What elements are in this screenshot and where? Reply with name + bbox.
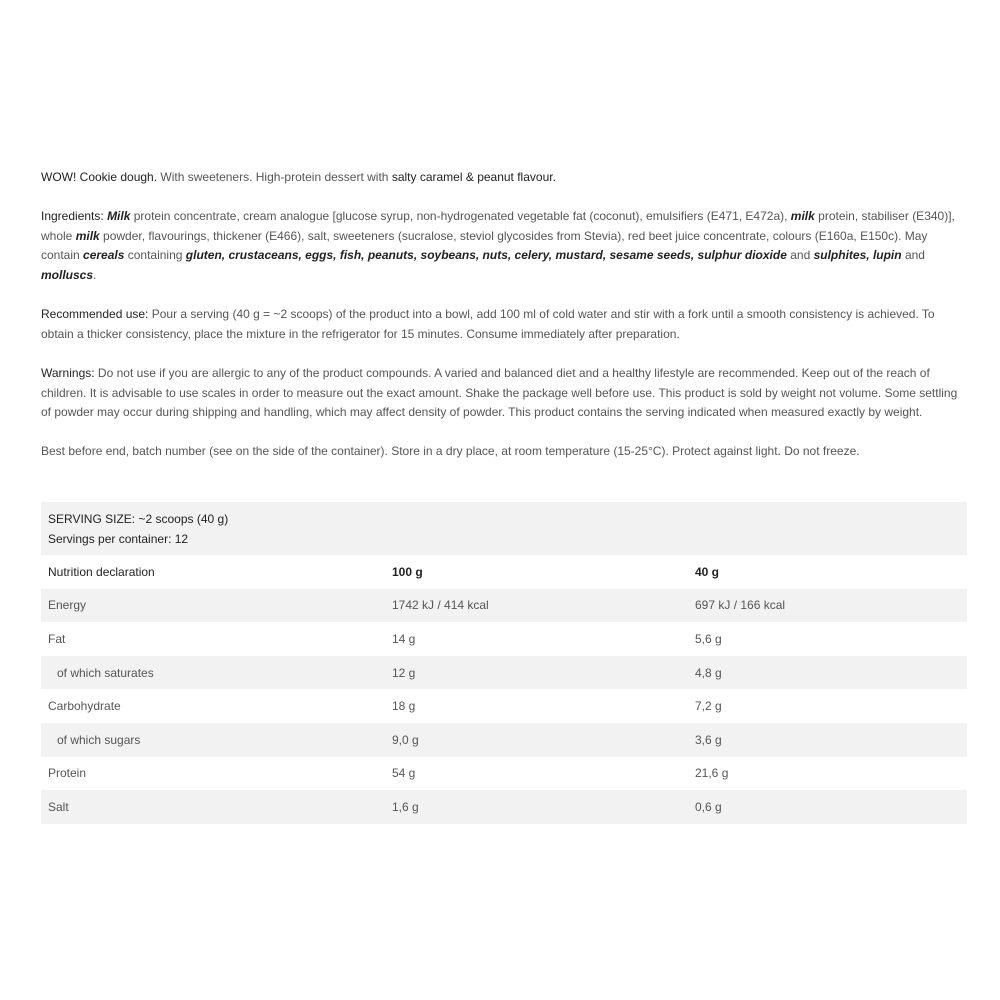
ingredient-text: protein, stabiliser (E340)], whole — [41, 209, 955, 243]
ingredient-text: protein concentrate, cream analogue [glucose syrup, non-hydrogenated vegetable fat (coconut), emulsifiers (E471, E472a), — [130, 209, 791, 224]
nutrition-header-serving: 40 g — [695, 564, 720, 579]
nutrient-name: Fat — [48, 631, 66, 646]
nutrient-per-serving: 697 kJ / 166 kcal — [688, 589, 967, 623]
serving-size-label: SERVING SIZE: — [48, 512, 136, 526]
nutrient-per-serving: 3,6 g — [688, 723, 967, 757]
ingredients-label: Ingredients: — [41, 209, 104, 224]
nutrient-name: of which sugars — [41, 723, 385, 757]
allergen-text: milk — [75, 228, 100, 243]
product-flavour: salty caramel & peanut flavour. — [391, 170, 556, 184]
nutrition-header-label: Nutrition declaration — [48, 564, 155, 579]
nutrient-per-serving: 5,6 g — [695, 631, 722, 646]
nutrition-row — [41, 622, 967, 656]
allergen-text: gluten, crustaceans, eggs, fish, peanuts, soybeans, nuts, celery, mustard, sesame seeds, sulphur dioxide — [185, 248, 787, 263]
nutrition-section — [41, 502, 967, 824]
ingredient-text: and — [786, 248, 814, 263]
nutrient-name: of which saturates — [41, 656, 385, 690]
servings-per-container-value: 12 — [174, 531, 189, 546]
nutrition-row — [41, 689, 967, 723]
allergen-text: molluscs — [41, 267, 94, 282]
ingredient-text: containing — [124, 248, 186, 263]
recommended-use-text: Pour a serving (40 g = ~2 scoops) of the product into a bowl, add 100 ml of cold water and stir with a fork until a smooth consistency is achieved. To obtain a thicker consistency, place the mixture in the refrigerator for 15 minutes. Consume immediately after preparation. — [41, 307, 935, 341]
nutrient-name: Carbohydrate — [48, 699, 121, 714]
warnings-text: Do not use if you are allergic to any of the product compounds. A varied and balanced diet and a healthy lifestyle are recommended. Keep out of the reach of children. It is advisable to use scales in order to measure out the exact amount. Shake the package well before use. This product is sold by weight not volume. Some settling of powder may occur during shipping and handling, which may affect density of powder. This product contains the serving indicated when measured exactly by weight. — [41, 365, 958, 420]
servings-per-container — [48, 530, 960, 550]
storage-paragraph: Best before end, batch number (see on the side of the container). Store in a dry place, at room temperature (15-25°C). Protect against light. Do not freeze. — [41, 444, 860, 459]
ingredients-paragraph — [41, 207, 967, 285]
allergen-text: sulphites, lupin — [813, 248, 902, 263]
nutrient-name: Energy — [41, 589, 385, 623]
nutrient-per-100g: 1742 kJ / 414 kcal — [385, 589, 688, 623]
nutrient-per-100g: 54 g — [392, 766, 416, 781]
nutrient-per-100g: 12 g — [385, 656, 688, 690]
allergen-text: Milk — [107, 209, 131, 224]
ingredient-text: and — [901, 248, 925, 263]
product-with: With sweeteners. High-protein dessert with — [160, 170, 389, 184]
recommended-use-label: Recommended use: — [41, 307, 149, 322]
serving-info — [41, 502, 967, 555]
nutrient-name: Salt — [41, 790, 385, 824]
nutrition-header-100g: 100 g — [392, 564, 423, 579]
serving-size — [48, 510, 960, 530]
nutrition-row — [41, 656, 967, 690]
nutrient-per-100g: 14 g — [392, 631, 416, 646]
product-intro — [41, 168, 967, 188]
ingredients-text — [41, 209, 955, 282]
warnings-paragraph — [41, 364, 967, 423]
nutrient-per-serving: 0,6 g — [688, 790, 967, 824]
product-description — [41, 168, 967, 462]
ingredient-text: powder, flavourings, thickener (E466), salt, sweeteners (sucralose, steviol glycosides from Stevia), red beet juice concentrate, colours (E160a, E150c). May contain — [41, 228, 928, 263]
allergen-text: milk — [790, 209, 815, 224]
warnings-label: Warnings: — [41, 365, 95, 380]
nutrient-per-serving: 7,2 g — [695, 699, 722, 714]
serving-size-value: ~2 scoops (40 g) — [138, 512, 229, 526]
nutrition-row — [41, 589, 967, 623]
nutrition-row — [41, 723, 967, 757]
nutrient-name: Protein — [48, 766, 87, 781]
allergen-text: cereals — [83, 248, 125, 263]
servings-per-container-label: Servings per container: — [48, 531, 172, 546]
nutrition-table — [41, 555, 967, 824]
ingredient-text: . — [93, 267, 97, 282]
recommended-use-paragraph — [41, 305, 967, 344]
nutrient-per-100g: 18 g — [392, 699, 416, 714]
nutrient-per-serving: 21,6 g — [695, 766, 729, 781]
product-name: WOW! Cookie dough. — [41, 170, 158, 184]
nutrition-row — [41, 757, 967, 791]
nutrition-header-row — [41, 555, 967, 589]
nutrition-row — [41, 790, 967, 824]
nutrient-per-100g: 9,0 g — [385, 723, 688, 757]
nutrient-per-100g: 1,6 g — [385, 790, 688, 824]
nutrient-per-serving: 4,8 g — [688, 656, 967, 690]
